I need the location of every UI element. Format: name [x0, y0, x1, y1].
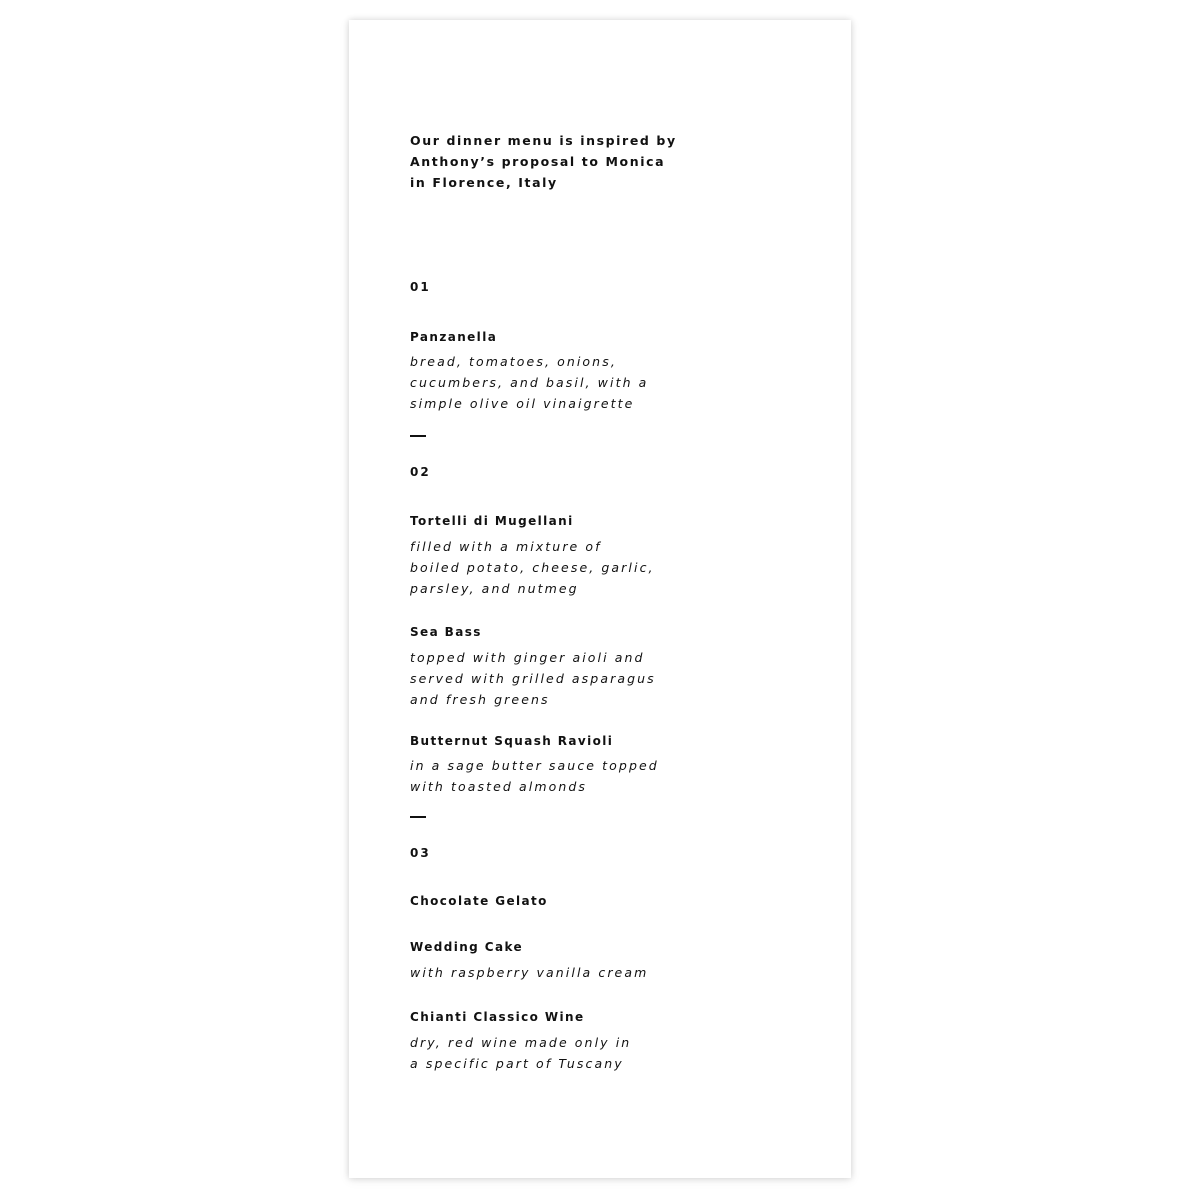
- intro-line: in Florence, Italy: [410, 175, 558, 190]
- dish-description-line: cucumbers, and basil, with a: [410, 375, 649, 390]
- dish-name: Chocolate Gelato: [410, 894, 548, 908]
- dish-description-line: dry, red wine made only in: [410, 1035, 632, 1050]
- dish-name: Panzanella: [410, 330, 498, 344]
- dish-description: [410, 647, 656, 710]
- course-number: 01: [410, 280, 431, 294]
- dish-description-line: parsley, and nutmeg: [410, 581, 579, 596]
- dish-description-line: boiled potato, cheese, garlic,: [410, 560, 655, 575]
- dish-name: Wedding Cake: [410, 940, 524, 954]
- dish-description-line: and fresh greens: [410, 692, 550, 707]
- dish-description: [410, 755, 659, 797]
- dish-description: [410, 351, 648, 414]
- dish-name: Chianti Classico Wine: [410, 1010, 585, 1024]
- intro-line: Our dinner menu is inspired by: [410, 133, 677, 148]
- dish-name: Tortelli di Mugellani: [410, 514, 574, 528]
- dish-description-line: filled with a mixture of: [410, 539, 602, 554]
- dish-description: [410, 536, 655, 599]
- course-divider: [410, 435, 426, 437]
- course-divider: [410, 816, 426, 818]
- course-number: 03: [410, 846, 431, 860]
- intro-line: Anthony’s proposal to Monica: [410, 154, 666, 169]
- intro-text: [410, 130, 677, 193]
- menu-card: [349, 20, 851, 1178]
- dish-description-line: bread, tomatoes, onions,: [410, 354, 617, 369]
- dish-name: Butternut Squash Ravioli: [410, 734, 614, 748]
- dish-description-line: a specific part of Tuscany: [410, 1056, 624, 1071]
- dish-description-line: in a sage butter sauce topped: [410, 758, 659, 773]
- dish-description-line: with raspberry vanilla cream: [410, 965, 649, 980]
- dish-description: [410, 962, 648, 983]
- dish-description: [410, 1032, 631, 1074]
- dish-description-line: served with grilled asparagus: [410, 671, 656, 686]
- course-number: 02: [410, 465, 431, 479]
- dish-description-line: simple olive oil vinaigrette: [410, 396, 635, 411]
- dish-description-line: topped with ginger aioli and: [410, 650, 645, 665]
- dish-name: Sea Bass: [410, 625, 482, 639]
- dish-description-line: with toasted almonds: [410, 779, 588, 794]
